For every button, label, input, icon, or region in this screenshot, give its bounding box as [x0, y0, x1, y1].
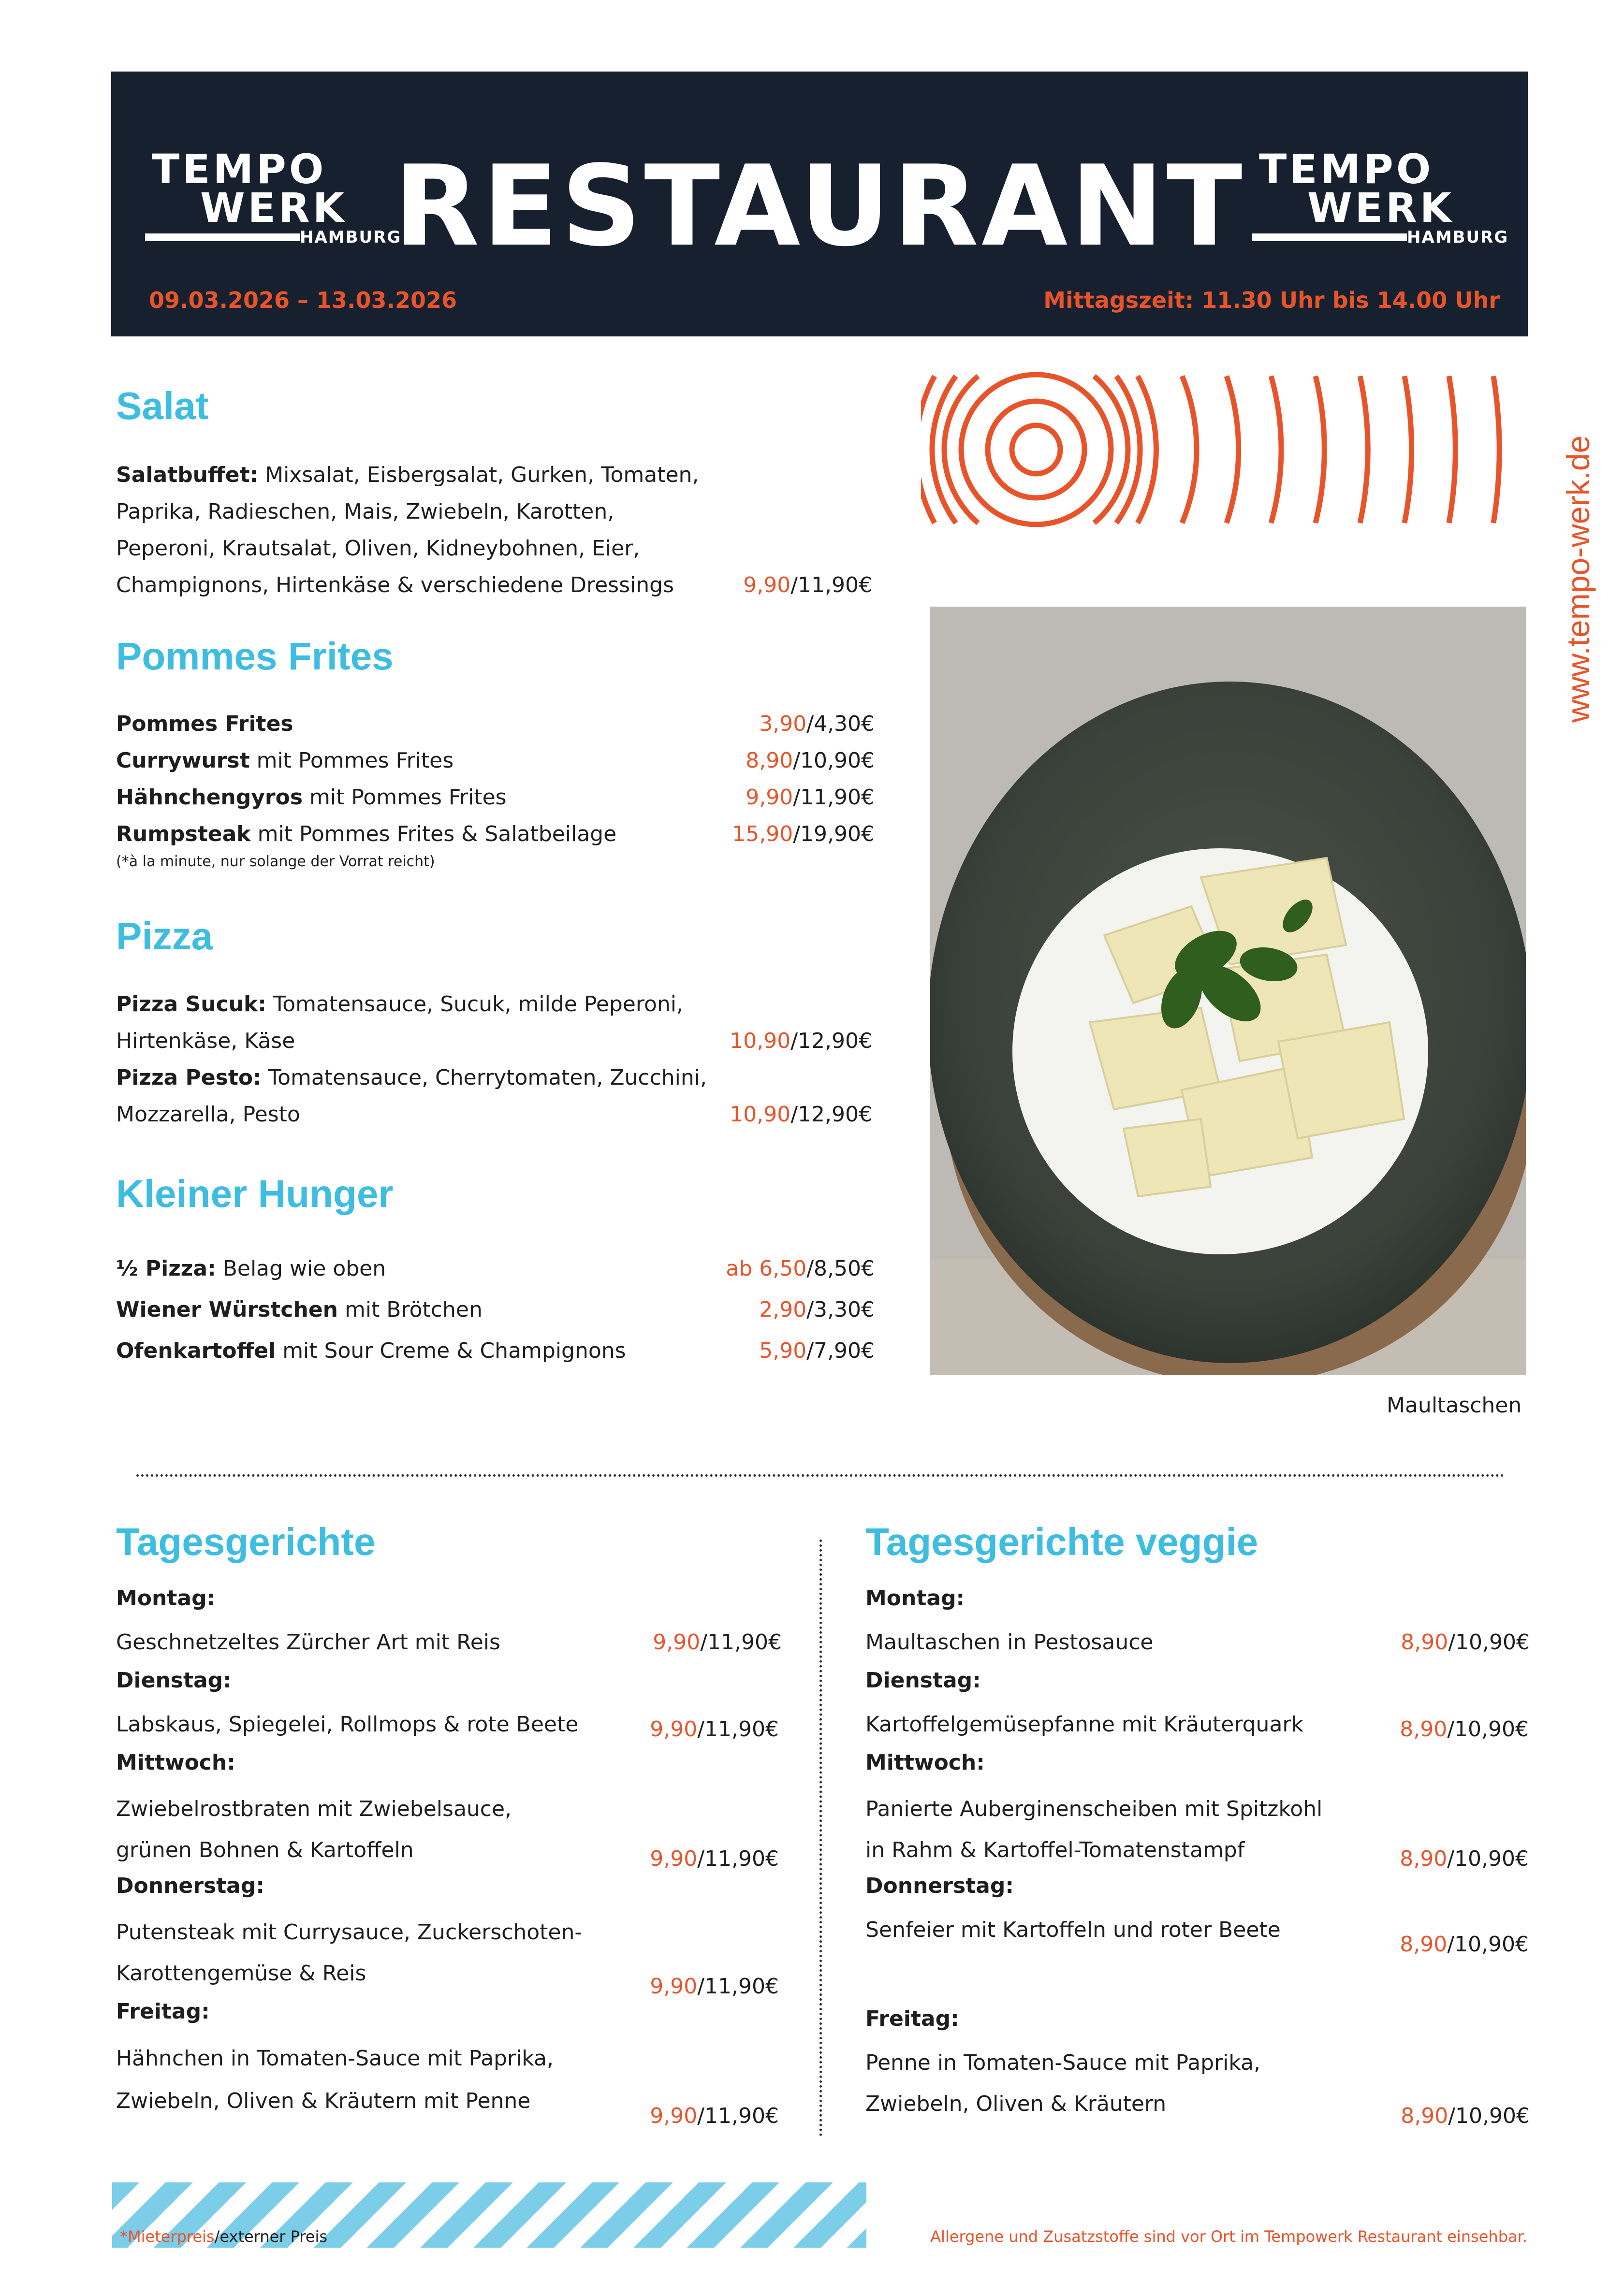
price-external: /11,90€ — [697, 1717, 779, 1742]
dish — [116, 1912, 582, 1994]
price-external: /11,90€ — [700, 1630, 782, 1655]
item-name: Ofenkartoffel — [116, 1338, 276, 1363]
price — [732, 816, 875, 853]
dish — [116, 2037, 554, 2122]
day-label: Dienstag: — [865, 1668, 981, 1693]
day-label: Freitag: — [116, 1999, 210, 2024]
ring-arc — [1405, 376, 1412, 523]
item-desc: Mozzarella, Pesto — [116, 1102, 300, 1127]
item-name: Salatbuffet: — [116, 463, 259, 487]
logo-text-hamburg: HAMBURG — [1407, 228, 1509, 247]
price — [650, 2098, 779, 2135]
item-desc: mit Brötchen — [338, 1297, 483, 1322]
dish-line: Zwiebeln, Oliven & Kräutern mit Penne — [116, 2089, 531, 2113]
ring-arc — [1271, 376, 1281, 523]
price — [732, 706, 875, 742]
ring — [961, 375, 1111, 524]
price — [1400, 1711, 1529, 1748]
price — [653, 1624, 782, 1661]
price — [732, 742, 875, 779]
price-tenant: 9,90 — [746, 785, 793, 810]
list-item — [116, 706, 793, 742]
dish-line: Penne in Tomaten-Sauce mit Paprika, — [865, 2050, 1260, 2075]
price-external: /11,90€ — [697, 1846, 779, 1871]
ring — [988, 401, 1084, 498]
item-desc: Mixsalat, Eisbergsalat, Gurken, Tomaten, — [258, 463, 699, 487]
price-tenant: 9,90 — [653, 1630, 701, 1655]
ring-arc — [1449, 376, 1455, 523]
price — [726, 1289, 875, 1330]
date-range: 09.03.2026 – 13.03.2026 — [149, 287, 457, 313]
price-tenant: 3,90 — [759, 712, 807, 736]
legend-tenant: Mieterpreis — [128, 2227, 215, 2246]
price-tenant: 8,90 — [1400, 1717, 1448, 1742]
tempowerk-logo-right — [1252, 145, 1509, 247]
ring-arc — [1227, 376, 1239, 523]
price-legend — [120, 2227, 327, 2246]
price-tenant: 8,90 — [1401, 1630, 1448, 1655]
logo-text-werk: WERK — [1307, 184, 1454, 232]
price-external: /10,90€ — [793, 748, 875, 773]
price — [726, 1248, 875, 1289]
logo-text-hamburg: HAMBURG — [300, 228, 402, 247]
item-name: Rumpsteak — [116, 822, 251, 846]
list-item — [116, 1289, 793, 1330]
logo-text-werk: WERK — [200, 184, 347, 232]
heading-pizza: Pizza — [116, 915, 213, 958]
item-desc: Tomatensauce, Sucuk, milde Peperoni, — [266, 992, 684, 1017]
list-item — [116, 779, 793, 816]
price — [650, 1711, 779, 1748]
price-external: /12,90€ — [790, 1102, 872, 1127]
list-item — [116, 1248, 793, 1289]
food-photo — [930, 607, 1526, 1375]
list-item — [116, 816, 793, 853]
ring-arc — [1182, 376, 1197, 523]
logo-text-tempo: TEMPO — [152, 145, 327, 193]
dish-line: Putensteak mit Currysauce, Zuckerschoten- — [116, 1920, 583, 1945]
price-external: /11,90€ — [793, 785, 875, 810]
kleiner-list — [116, 1248, 793, 1371]
price-external: /8,50€ — [806, 1256, 875, 1281]
logo-text-tempo: TEMPO — [1259, 145, 1434, 193]
item-desc: Peperoni, Krautsalat, Oliven, Kidneybohnen, Eier, — [116, 536, 640, 561]
ring-inner — [1012, 425, 1060, 474]
allergen-note: Allergene und Zusatzstoffe sind vor Ort im Tempowerk Restaurant einsehbar. — [930, 2227, 1527, 2246]
dish-line: Zwiebeln, Oliven & Kräutern — [865, 2092, 1167, 2116]
price — [1400, 1926, 1529, 1963]
ring-arc — [1360, 376, 1368, 523]
day-label: Dienstag: — [116, 1668, 232, 1693]
price-tenant: 9,90 — [743, 573, 791, 597]
price-external: /3,30€ — [806, 1297, 875, 1322]
dish: Kartoffelgemüsepfanne mit Kräuterquark — [865, 1712, 1303, 1737]
item-name: Pommes Frites — [116, 712, 293, 736]
price — [743, 567, 872, 604]
legend-external: /externer Preis — [214, 2227, 327, 2246]
item-desc: mit Pommes Frites & Salatbeilage — [250, 822, 617, 846]
day-label: Freitag: — [865, 2006, 959, 2031]
price-external: /12,90€ — [790, 1029, 872, 1053]
day-label: Donnerstag: — [116, 1874, 264, 1898]
dish: Senfeier mit Kartoffeln und roter Beete — [865, 1918, 1281, 1942]
price-tenant: 2,90 — [759, 1297, 807, 1322]
item-name: Pizza Pesto: — [116, 1065, 262, 1090]
price-tenant: 10,90 — [730, 1029, 791, 1053]
price-external: /11,90€ — [697, 1974, 779, 1999]
price — [1400, 1841, 1529, 1877]
day-label: Montag: — [116, 1586, 216, 1611]
price — [732, 779, 875, 816]
pizza-list — [116, 986, 793, 1133]
item-desc: Hirtenkäse, Käse — [116, 1029, 295, 1053]
price-tenant: ab 6,50 — [726, 1256, 807, 1281]
item-desc: mit Sour Creme & Champignons — [276, 1338, 626, 1363]
price — [730, 1023, 872, 1060]
price-tenant: 15,90 — [732, 822, 793, 846]
day-label: Montag: — [865, 1586, 965, 1611]
dotted-separator — [136, 1474, 1505, 1477]
item-name: Currywurst — [116, 748, 250, 773]
dish-line: grünen Bohnen & Kartoffeln — [116, 1838, 414, 1862]
dish: Labskaus, Spiegelei, Rollmops & rote Beete — [116, 1712, 579, 1737]
price-tenant: 9,90 — [650, 1717, 698, 1742]
dish-line: in Rahm & Kartoffel-Tomatenstampf — [865, 1838, 1245, 1862]
item-name: Wiener Würstchen — [116, 1297, 338, 1322]
website-url: www.tempo-werk.de — [1560, 435, 1596, 723]
price-external: /19,90€ — [793, 822, 875, 846]
list-item — [116, 1330, 793, 1371]
salatbuffet-item — [116, 457, 793, 604]
price-tenant: 9,90 — [650, 1846, 698, 1871]
price-tenant: 9,90 — [650, 1974, 698, 1999]
heading-pommes: Pommes Frites — [116, 635, 394, 678]
item-name: ½ Pizza: — [116, 1256, 216, 1281]
heading-salat: Salat — [116, 384, 209, 427]
dish — [865, 1788, 1322, 1871]
ring-arc — [1493, 376, 1499, 523]
price-external: /10,90€ — [1448, 2104, 1530, 2128]
heading-tagesgerichte: Tagesgerichte — [116, 1520, 376, 1563]
heading-tagesgerichte-veggie: Tagesgerichte veggie — [865, 1520, 1258, 1563]
item-desc: Champignons, Hirtenkäse & verschiedene Dressings — [116, 573, 674, 597]
price — [1401, 1624, 1530, 1661]
price-tenant: 9,90 — [650, 2104, 698, 2128]
price-tenant: 8,90 — [746, 748, 793, 773]
price-tenant: 5,90 — [759, 1338, 807, 1363]
item-desc: mit Pommes Frites — [249, 748, 454, 773]
pommes-prices — [732, 706, 875, 853]
maultaschen-plate-illustration — [930, 607, 1526, 1375]
price — [730, 1096, 872, 1133]
price-tenant: 8,90 — [1400, 1932, 1448, 1957]
price — [650, 1968, 779, 2005]
kleiner-prices — [726, 1248, 875, 1371]
price — [650, 1841, 779, 1877]
ring-arc — [1316, 376, 1324, 523]
price — [1401, 2098, 1530, 2135]
pommes-list — [116, 706, 793, 853]
price-external: /11,90€ — [697, 2104, 779, 2128]
dish: Maultaschen in Pestosauce — [865, 1630, 1154, 1655]
price-tenant: 10,90 — [730, 1102, 791, 1127]
item-name: Pizza Sucuk: — [116, 992, 266, 1017]
dish-line: Hähnchen in Tomaten-Sauce mit Paprika, — [116, 2046, 554, 2071]
price-external: /11,90€ — [790, 573, 872, 597]
day-label: Donnerstag: — [865, 1874, 1014, 1898]
dish-line: Karottengemüse & Reis — [116, 1961, 366, 1986]
price-external: /4,30€ — [806, 712, 875, 736]
day-label: Mittwoch: — [116, 1750, 235, 1775]
day-label: Mittwoch: — [865, 1750, 985, 1775]
pommes-note: (*à la minute, nur solange der Vorrat reicht) — [116, 853, 435, 870]
price-external: /7,90€ — [806, 1338, 875, 1363]
page-title: RESTAURANT — [394, 142, 1245, 271]
column-separator — [819, 1540, 822, 2136]
dish-line: Zwiebelrostbraten mit Zwiebelsauce, — [116, 1797, 512, 1821]
lunch-time: Mittagszeit: 11.30 Uhr bis 14.00 Uhr — [1043, 287, 1500, 313]
price-external: /10,90€ — [1447, 1717, 1529, 1742]
sound-rings-graphic — [921, 372, 1525, 527]
dish — [116, 1788, 512, 1871]
dish: Geschnetzeltes Zürcher Art mit Reis — [116, 1630, 500, 1655]
item-desc: mit Pommes Frites — [303, 785, 507, 810]
price-external: /10,90€ — [1447, 1932, 1529, 1957]
heading-kleiner-hunger: Kleiner Hunger — [116, 1172, 394, 1215]
photo-caption: Maultaschen — [1387, 1393, 1522, 1418]
legend-star: * — [120, 2227, 128, 2246]
item-name: Hähnchengyros — [116, 785, 303, 810]
item-desc: Tomatensauce, Cherrytomaten, Zucchini, — [261, 1065, 707, 1090]
item-desc: Paprika, Radieschen, Mais, Zwiebeln, Karotten, — [116, 499, 614, 524]
item-desc: Belag wie oben — [216, 1256, 386, 1281]
price — [726, 1330, 875, 1371]
dish — [865, 2042, 1260, 2124]
price-external: /10,90€ — [1448, 1630, 1530, 1655]
list-item — [116, 742, 793, 779]
price-tenant: 8,90 — [1400, 1846, 1448, 1871]
dish-line: Panierte Auberginenscheiben mit Spitzkohl — [865, 1797, 1323, 1821]
price-external: /10,90€ — [1447, 1846, 1529, 1871]
logo-bar — [1252, 233, 1407, 241]
header-banner — [111, 72, 1528, 336]
price-tenant: 8,90 — [1401, 2104, 1448, 2128]
